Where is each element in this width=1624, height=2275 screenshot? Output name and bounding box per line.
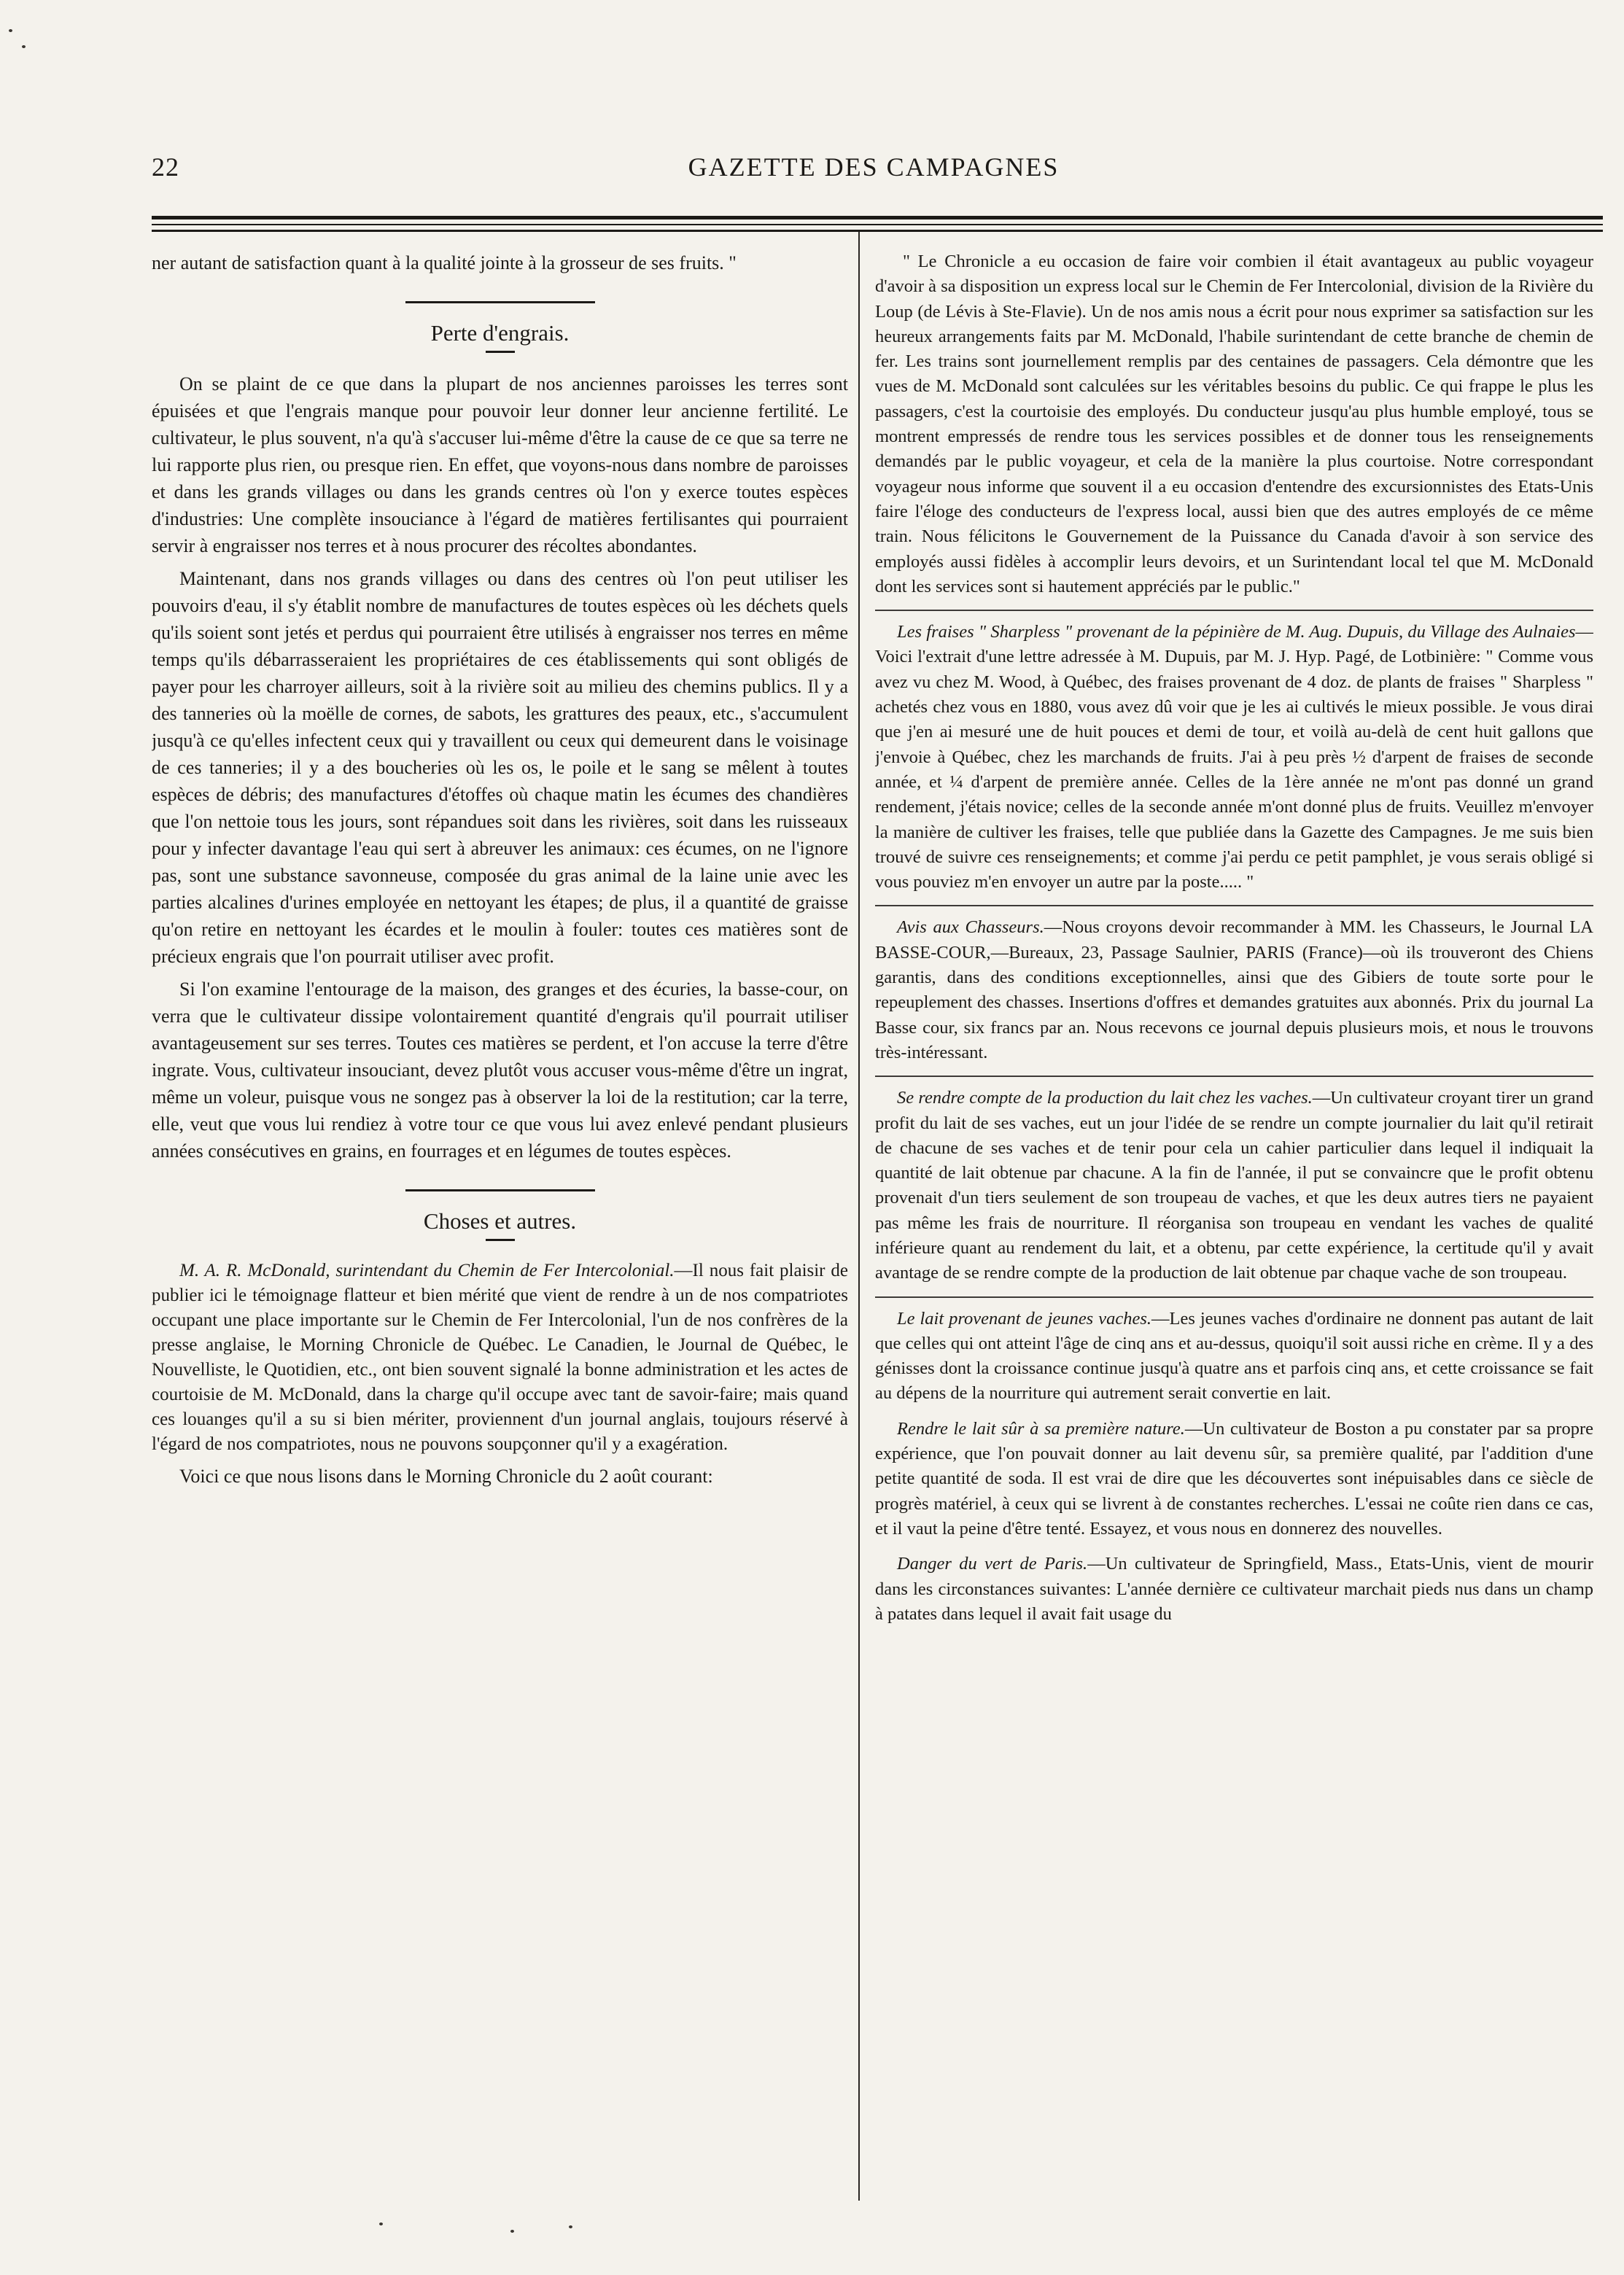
publication-title: GAZETTE DES CAMPAGNES [688,152,1060,182]
item-lead: Les fraises " Sharpless " provenant de la pépinière de M. Aug. Dupuis, du Village des Aulnaies [897,622,1576,642]
print-speck [569,2225,572,2228]
item-lead: Le lait provenant de jeunes vaches. [897,1308,1151,1329]
news-item-fraises [875,620,1593,895]
item-text: —Nous croyons devoir recommander à MM. les Chasseurs, le Journal LA BASSE-COUR,—Bureaux, 23, Passage Saulnier, PARIS (France)—où ils trouveront des Chiens garantis, dans des conditions exceptionnelles, ainsi que des Gibiers de toute sorte pour le repeuplement des chasses. Insertions d'offres et demandes gratuites aux abonnés. Prix du journal La Basse cour, six francs par an. Nous recevons ce journal depuis plusieurs mois, et nous le trouvons très-intéressant. [875,917,1593,1062]
article-paragraph: Voici ce que nous lisons dans le Morning Chronicle du 2 août courant: [179,1466,713,1487]
header-rule-bottom [152,230,1603,232]
print-speck [9,29,12,32]
print-speck [510,2230,514,2233]
item-lead: Rendre le lait sûr à sa première nature. [897,1418,1185,1439]
page-header [152,152,1596,185]
section-title-perte-engrais: Perte d'engrais. [430,320,570,346]
item-text: —Un cultivateur croyant tirer un grand profit du lait de ses vaches, eut un jour l'idée de se rendre un compte journalier du lait qu'il retirait de chacune de ses vaches et de tenir pour cela un cahier particulier dans lequel il indiquait la quantité de lait obtenue par chacune. A la fin de l'année, il put se convaincre que le profit obtenu provenait d'un tiers seulement de son troupeau de vaches, et que les deux autres tiers ne payaient pas même les frais de nourriture. Il réorganisa son troupeau en vendant les vaches de qualité inférieure quant au rendement du lait, et a obtenu, par cette expérience, la certitude qu'il y avait avantage de se rendre compte de la production de lait obtenue par chaque vache de son troupeau. [875,1088,1593,1283]
page-number: 22 [152,152,179,182]
title-dash [486,1239,515,1241]
chronicle-quote: " Le Chronicle a eu occasion de faire voir combien il était avantageux au public voyageur d'avoir à sa disposition un express local sur le Chemin de Fer Intercolonial, division de la Rivière du Loup (de Lévis à Ste-Flavie). Un de nos amis nous a écrit pour nous exprimer sa satisfaction sur les heureux arrangements faits par M. McDonald, l'habile surintendant de cette branche de chemin de fer. Les trains sont journellement remplis par des centaines de passagers. Cela démontre que les vues de M. McDonald sont calculées sur les véritables besoins du public. Ce qui frappe le plus les passagers, c'est la courtoisie des employés. Du conducteur jusqu'au plus humble employé, tous se montrent empressés de rendre tous les services possibles et de donner tous les renseignements demandés par le public voyageur, et cela de la manière la plus courtoise. Notre correspondant voyageur nous informe que souvent il a eu occasion d'entendre des excursionnistes des Etats-Unis faire l'éloge des conducteurs de l'express local, aussi bien que des autres employés de ce même train. Nous félicitons le Gouvernement de la Puissance du Canada d'avoir à son service des employés aussi fidèles à accomplir leurs devoirs, et un Surintendant local tel que M. McDonald dont les services sont si hautement appréciés par le public." [875,252,1593,596]
item-text: —Voici l'extrait d'une lettre adressée à M. Dupuis, par M. J. Hyp. Pagé, de Lotbinière: " Comme vous avez vu chez M. Wood, à Québec, des fraises provenant de 4 doz. de plants de fraises " Sharpless " achetés chez vous en 1880, vous avez dû voir que je les ai cultivés le mieux possible. Je vous dirai que j'en ai mesuré une de huit pouces et demi de tour, et voilà au-delà de cent huit gallons que j'envoie à Québec, chez les marchands de fruits. J'ai à peu près ½ d'arpent de fraises de seconde année, et ¼ d'arpent de première année. Celles de la 1ère année ne m'ont pas donné un grand rendement, j'étais novice; celles de la seconde année m'ont donné plus de fruits. Veuillez m'envoyer la manière de cultiver les fraises, telle que publiée dans la Gazette des Campagnes. Je me suis bien trouvé de suivre ces renseignements; et comme j'ai perdu ce petit pamphlet, je vous serais obligé si vous pouviez m'en envoyer un autre par la poste..... " [875,622,1593,892]
item-separator [875,1296,1593,1298]
item-lead: Se rendre compte de la production du lait chez les vaches. [897,1088,1313,1108]
print-speck [379,2222,383,2225]
article-paragraph: Si l'on examine l'entourage de la maison, des granges et des écuries, la basse-cour, on verra que le cultivateur dissipe volontairement quantité d'engrais qu'il pourrait utiliser avantageusement sur ses terres. Toutes ces matières se perdent, et l'on accuse la terre d'être ingrate. Vous, cultivateur insouciant, devez plutôt vous accuser vous-même d'être un ingrat, même un voleur, puisque vous ne songez pas à observer la loi de la restitution; car la terre, elle, veut que vous lui rendiez à votre tour ce que vous lui avez enlevé pendant plusieurs années consécutives en grains, en fourrages et en légumes de toutes espèces. [152,979,848,1162]
news-item-vert-de-paris [875,1552,1593,1627]
article-paragraph: On se plaint de ce que dans la plupart de nos anciennes paroisses les terres sont épuisées et que l'engrais manque pour pouvoir leur donner leur ancienne fertilité. Le cultivateur, le plus souvent, n'a qu'à s'accuser lui-même d'être la cause de ce que sa terre ne lui rapporte plus rien, ou presque rien. En effet, que voyons-nous dans nombre de paroisses et dans les grands villages ou dans les grands centres où l'on y exerce toutes espèces d'industries: Une complète insouciance à l'égard de matières fertilisantes qui pourraient servir à engraisser nos terres et à nous procurer des récoltes abondantes. [152,373,848,556]
header-rule-thick [152,216,1603,219]
left-column [152,249,848,2167]
title-dash [486,351,515,353]
item-lead: M. A. R. McDonald, surintendant du Chemin de Fer Intercolonial. [179,1261,675,1280]
section-title-choses-et-autres: Choses et autres. [423,1208,577,1234]
news-item-mcdonald [152,1259,848,1457]
column-divider [858,232,860,2201]
item-text: —Un cultivateur de Springfield, Mass., Etats-Unis, vient de mourir dans les circonstances suivantes: L'année dernière ce cultivateur marchait pieds nus dans un champ à patates dans lequel il avait fait usage du [875,1554,1593,1624]
news-item-lait-sur [875,1417,1593,1541]
item-text: —Les jeunes vaches d'ordinaire ne donnent pas autant de lait que celles qui ont atteint l'âge de cinq ans et au-dessus, quoiqu'il soit aussi riche en crème. Il y a des génisses dont la croissance continue jusqu'à quatre ans et parfois cinq ans, et cette croissance se fait au dépens de la nourriture qui autrement serait convertie en lait. [875,1308,1593,1404]
header-rule-thin [152,224,1603,225]
item-separator [875,905,1593,906]
item-text: —Un cultivateur de Boston a pu constater par sa propre expérience, que l'on pouvait donner au lait devenu sûr, sa première qualité, par l'addition d'une petite quantité de soda. Il est vrai de dire que les découvertes sont inépuisables dans ce siècle de progrès matériel, à ceux qui se livrent à de constantes recherches. L'essai ne coûte rien dans ce cas, et il vaut la peine d'être tenté. Essayez, et vous nous en donnerez des nouvelles. [875,1418,1593,1539]
item-separator [875,610,1593,611]
continuation-text: ner autant de satisfaction quant à la qualité jointe à la grosseur de ses fruits. " [152,252,737,273]
article-paragraph: Maintenant, dans nos grands villages ou dans des centres où l'on peut utiliser les pouvoirs d'eau, il s'y établit nombre de manufactures de toutes espèces où les déchets quels qu'ils soient sont jetés et perdus qui pourraient être utilisés à engraisser nos terres en même temps qu'ils débarrasseraient les propriétaires de ces établissements qui sont obligés de payer pour les charroyer ailleurs, soit à la rivière soit au milieu des chemins publics. Il y a des tanneries où la moëlle de cornes, de sabots, les grattures des peaux, etc., s'accumulent jusqu'à ce qu'elles infectent ceux qui y travaillent ou ceux qui demeurent dans le voisinage de ces tanneries; il y a des boucheries où les os, le poile et le sang se mêlent à toutes espèces de débris; des manufactures d'étoffes où chaque matin les écumes des chandières que l'on nettoie tous les jours, sont répandues soit dans les rivières, soit dans les ruisseaux pour y infecter davantage l'eau qui sert à abreuver les animaux: ces écumes, on ne l'ignore pas, sont une substance savonneuse, composée du gras animal de la laine unie avec les parties alcalines d'urines employée en nettoyant les étapes; de plus, il a quantité de graisse qu'on retire en nettoyant les écardes et le moulin à fouler: toutes ces matières sont de précieux engrais que l'on pourrait utiliser avec profit. [152,568,848,967]
news-item-production-lait [875,1086,1593,1286]
section-separator [405,1189,595,1191]
print-speck [22,45,26,48]
item-lead: Avis aux Chasseurs. [897,917,1044,938]
item-separator [875,1076,1593,1077]
section-separator [405,301,595,303]
news-item-chasseurs [875,915,1593,1065]
item-lead: Danger du vert de Paris. [897,1554,1088,1574]
news-item-jeunes-vaches [875,1307,1593,1407]
item-text: —Il nous fait plaisir de publier ici le témoignage flatteur et bien mérité que vient de rendre à un de nos compatriotes occupant une place importante sur le Chemin de Fer Intercolonial, l'un de nos confrères de la presse anglaise, le Morning Chronicle de Québec. Le Canadien, le Journal de Québec, le Nouvelliste, le Quotidien, etc., ont bien souvent signalé la bonne administration et les actes de courtoisie de M. McDonald, dans la charge qu'il occupe avec tant de savoir-faire; mais quand ces louanges qu'il a su si bien mériter, proviennent d'un journal anglais, toujours réservé à l'égard de nos compatriotes, nous ne pouvons soupçonner qu'il y a exagération. [152,1261,848,1454]
right-column [875,249,1593,2167]
